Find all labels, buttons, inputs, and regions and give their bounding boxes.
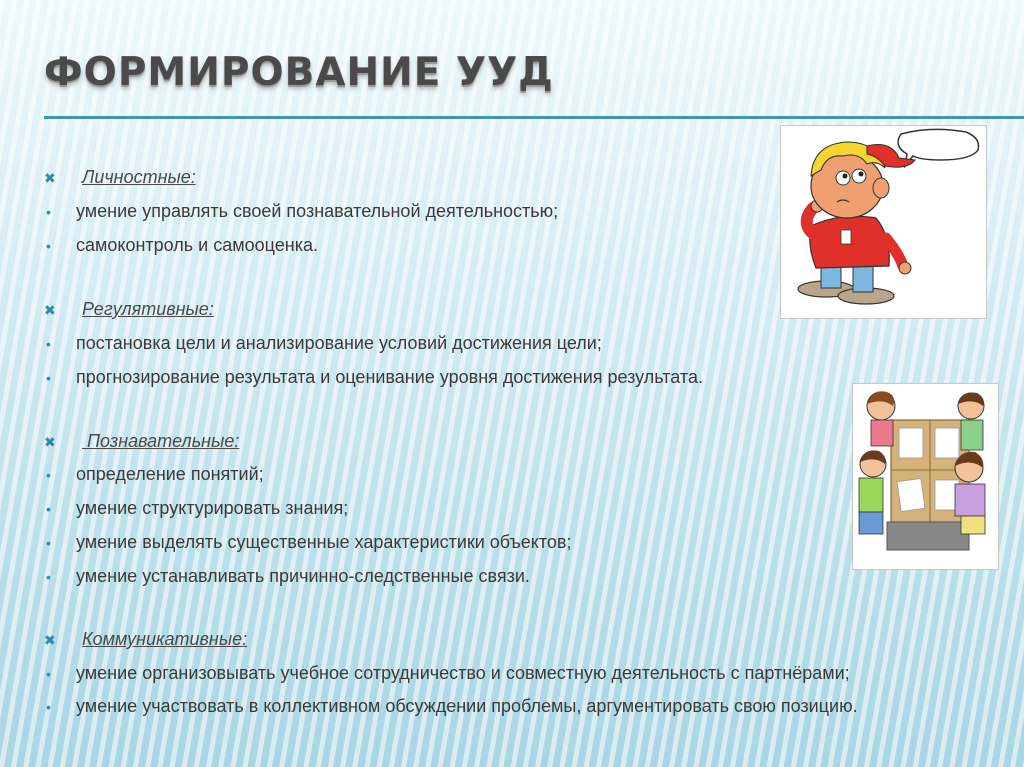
slide-title: ФОРМИРОВАНИЕ УУД <box>44 50 554 95</box>
list-item: • определение понятий; <box>44 461 264 488</box>
bullet-dot-icon: • <box>46 666 51 682</box>
bullet-dot-icon: • <box>46 336 51 352</box>
section-heading-regulatory: ✖ Регулятивные: <box>44 296 214 323</box>
thinking-boy-illustration <box>780 125 987 319</box>
title-divider <box>44 116 1024 119</box>
bullet-dot-icon: • <box>46 699 51 715</box>
list-item: • умение устанавливать причинно-следственные связи. <box>44 563 530 590</box>
cross-icon: ✖ <box>44 434 56 450</box>
list-item: • умение участвовать в коллективном обсуждении проблемы, аргументировать свою позицию. <box>44 693 964 720</box>
bullet-dot-icon: • <box>46 501 51 517</box>
list-item: • самоконтроль и самооценка. <box>44 232 318 259</box>
section-heading-cognitive: ✖ Познавательные: <box>44 428 239 455</box>
children-teamwork-illustration <box>852 383 999 570</box>
section-heading-personal: ✖ Личностные: <box>44 164 196 191</box>
list-item: • умение управлять своей познавательной деятельностью; <box>44 198 558 225</box>
thinking-boy-icon <box>781 126 986 318</box>
list-item: • умение структурировать знания; <box>44 495 348 522</box>
list-item: • прогнозирование результата и оценивание уровня достижения результата. <box>44 364 703 391</box>
bullet-dot-icon: • <box>46 370 51 386</box>
cross-icon: ✖ <box>44 170 56 186</box>
bullet-dot-icon: • <box>46 238 51 254</box>
bullet-dot-icon: • <box>46 569 51 585</box>
section-heading-communicative: ✖ Коммуникативные: <box>44 626 247 653</box>
list-item: • умение выделять существенные характеристики объектов; <box>44 529 571 556</box>
bullet-dot-icon: • <box>46 204 51 220</box>
list-item: • умение организовывать учебное сотрудничество и совместную деятельность с партнёрами; <box>44 660 850 687</box>
children-teamwork-icon <box>853 384 998 569</box>
bullet-dot-icon: • <box>46 535 51 551</box>
list-item: • постановка цели и анализирование условий достижения цели; <box>44 330 602 357</box>
cross-icon: ✖ <box>44 302 56 318</box>
bullet-dot-icon: • <box>46 467 51 483</box>
cross-icon: ✖ <box>44 632 56 648</box>
